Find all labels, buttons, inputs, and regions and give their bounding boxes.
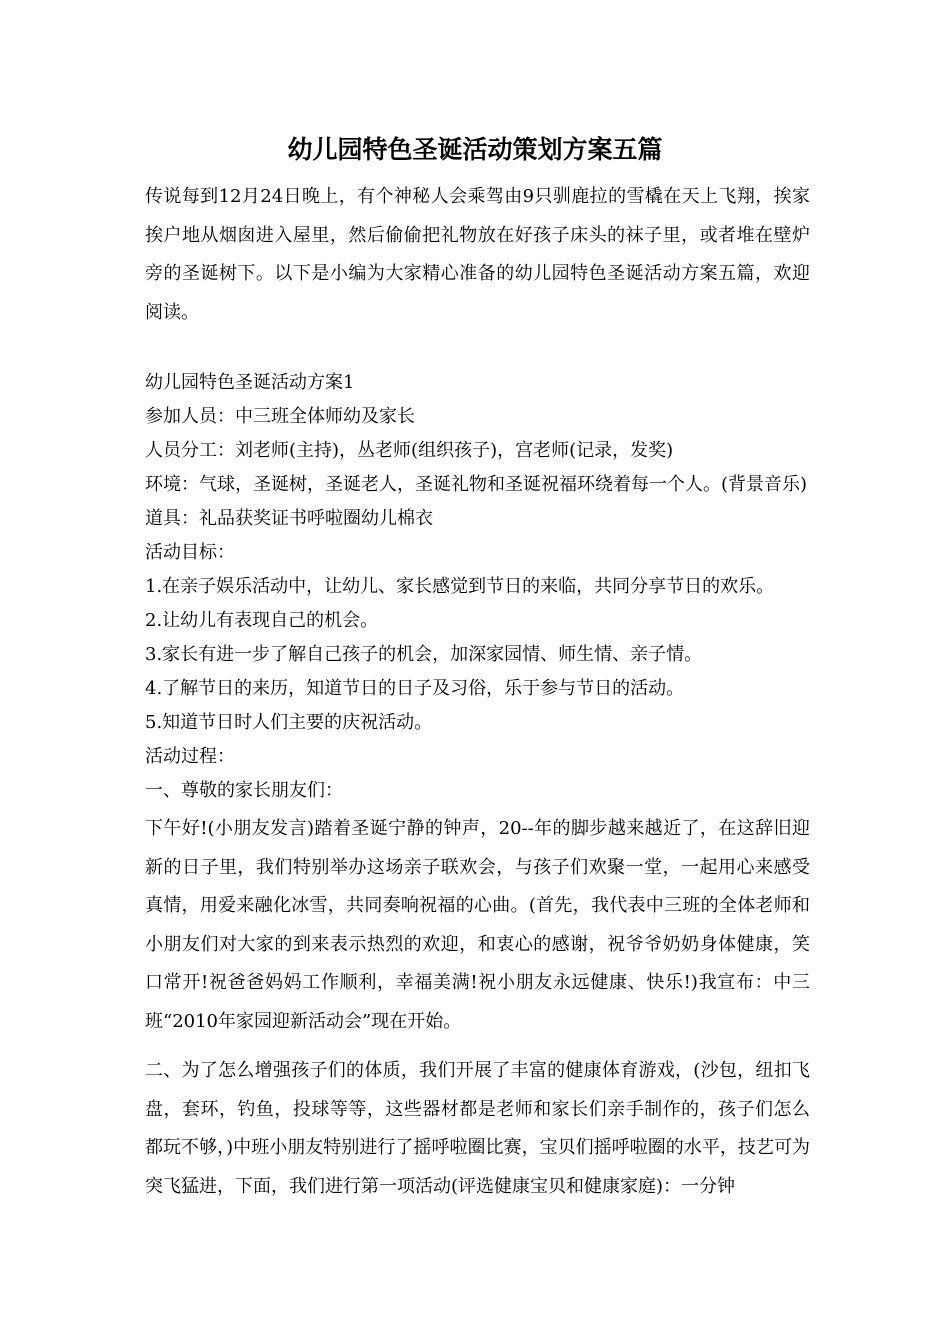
plan-lines	[145, 366, 810, 808]
props-line: 道具：礼品获奖证书呼啦圈幼儿棉衣	[145, 508, 433, 529]
goal-item-3: 3.家长有进一步了解自己孩子的机会，加深家园情、师生情、亲子情。	[145, 644, 703, 665]
plan-heading: 幼儿园特色圣诞活动方案1	[145, 372, 355, 393]
section-one-heading: 一、尊敬的家长朋友们：	[145, 780, 343, 801]
document-title: 幼儿园特色圣诞活动策划方案五篇	[287, 135, 663, 164]
participants-line: 参加人员：中三班全体师幼及家长	[145, 406, 415, 427]
staff-roles-line: 人员分工：刘老师(主持)，丛老师(组织孩子)，宫老师(记录，发奖)	[145, 440, 674, 461]
goal-item-5: 5.知道节日时人们主要的庆祝活动。	[145, 712, 433, 733]
environment-line: 环境：气球，圣诞树，圣诞老人，圣诞礼物和圣诞祝福环绕着每一个人。(背景音乐)	[145, 474, 808, 495]
opening-speech-paragraph: 下午好!(小朋友发言)踏着圣诞宁静的钟声，20--年的脚步越来越近了，在这辞旧迎新的日子里，我们特别举办这场亲子联欢会，与孩子们欢聚一堂，一起用心来感受真情，用爱来融化冰雪，共同奏响祝福的心曲。(首先，我代表中三班的全体老师和小朋友们对大家的到来表示热烈的欢迎，和衷心的感谢，祝爷爷奶奶身体健康，笑口常开!祝爸爸妈妈工作顺利，幸福美满!祝小朋友永远健康、快乐!)我宣布：中三班“2010年家园迎新活动会”现在开始。	[145, 818, 810, 1032]
process-heading: 活动过程：	[145, 746, 235, 767]
goals-heading: 活动目标：	[145, 542, 235, 563]
goal-item-2: 2.让幼儿有表现自己的机会。	[145, 610, 379, 631]
intro-paragraph: 传说每到12月24日晚上，有个神秘人会乘驾由9只驯鹿拉的雪橇在天上飞翔，挨家挨户地从烟囱进入屋里，然后偷偷把礼物放在好孩子床头的袜子里，或者堆在壁炉旁的圣诞树下。以下是小编为大家精心准备的幼儿园特色圣诞活动方案五篇，欢迎阅读。	[145, 186, 810, 323]
goal-item-4: 4.了解节日的来历，知道节日的日子及习俗，乐于参与节日的活动。	[145, 678, 685, 699]
section-two-paragraph: 二、为了怎么增强孩子们的体质，我们开展了丰富的健康体育游戏，(沙包，纽扣飞盘，套环，钓鱼，投球等等，这些器材都是老师和家长们亲手制作的，孩子们怎么都玩不够，)中班小朋友特别进行了摇呼啦圈比赛，宝贝们摇呼啦圈的水平，技艺可为突飞猛进，下面，我们进行第一项活动(评选健康宝贝和健康家庭)：一分钟	[145, 1060, 810, 1197]
goal-item-1: 1.在亲子娱乐活动中，让幼儿、家长感觉到节日的来临，共同分享节日的欢乐。	[145, 576, 775, 597]
